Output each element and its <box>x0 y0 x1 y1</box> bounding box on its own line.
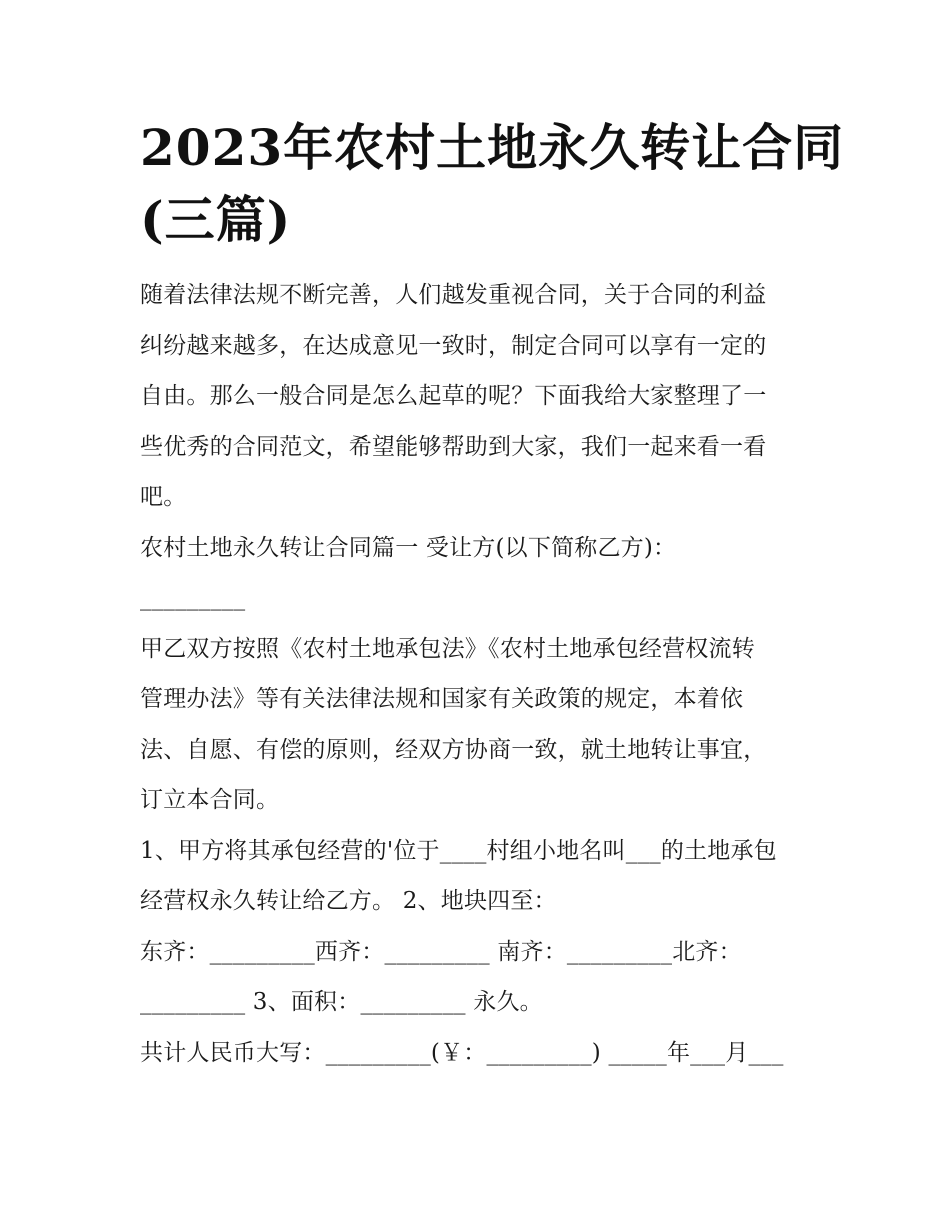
body-line: 农村土地永久转让合同篇一 受让方(以下简称乙方)： <box>140 534 677 561</box>
body-line: 经营权永久转让给乙方。 2、地块四至： <box>140 888 557 914</box>
body-line: 东齐：_________西齐：_________ 南齐：_________北齐： <box>140 938 742 965</box>
body-line: 1、甲方将其承包经营的'位于____村组小地名叫___的土地承包 <box>140 837 777 864</box>
body-line: 管理办法》等有关法律法规和国家有关政策的规定，本着依 <box>140 686 744 712</box>
document-page <box>140 112 845 1078</box>
body-line: 随着法律法规不断完善，人们越发重视合同，关于合同的利益 <box>140 282 767 308</box>
body-line: 共计人民币大写：_________(￥：_________) _____年___月___ <box>140 1039 784 1066</box>
body-line: 法、自愿、有偿的原则，经双方协商一致，就土地转让事宜， <box>140 736 767 763</box>
body-line: 吧。 <box>140 484 187 510</box>
body-line: 些优秀的合同范文，希望能够帮助到大家，我们一起来看一看 <box>140 433 767 460</box>
body-line: _________ 3、面积：_________ 永久。 <box>140 989 543 1015</box>
body-line: 订立本合同。 <box>140 787 280 813</box>
document-title <box>140 112 845 256</box>
body-line: _________ <box>140 585 246 611</box>
document-body <box>140 270 812 1078</box>
body-line: 纠纷越来越多，在达成意见一致时，制定合同可以享有一定的 <box>140 332 767 359</box>
title-line: 2023年农村土地永久转让合同 <box>140 118 845 177</box>
body-line: 甲乙双方按照《农村土地承包法》《农村土地承包经营权流转 <box>140 635 755 662</box>
title-line: (三篇) <box>140 190 292 249</box>
body-line: 自由。那么一般合同是怎么起草的呢？下面我给大家整理了一 <box>140 383 767 409</box>
